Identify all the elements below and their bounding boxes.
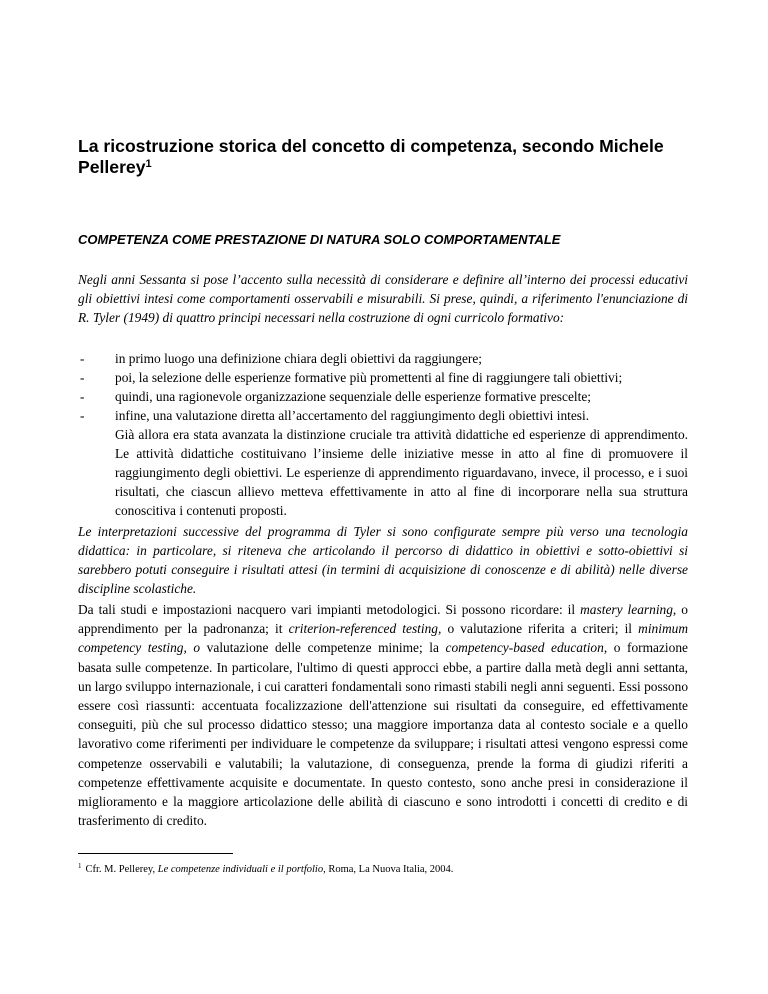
body-text: valutazione delle competenze minime; la [200,640,446,656]
document-title [78,136,678,178]
footnote-prefix: Cfr. M. Pellerey, [85,864,158,875]
footnote-divider [78,853,233,854]
list-item [78,387,688,406]
body-text: o valutazione riferita a criteri; il [441,621,639,637]
term-minimum-competency-testing: minimum competency testing, o [78,621,688,656]
footnote [78,863,688,877]
section-heading: COMPETENZA COME PRESTAZIONE DI NATURA SOLO COMPORTAMENTALE [78,232,561,247]
term-criterion-referenced-testing: criterion-referenced testing, [288,621,442,637]
list-dash: - [80,351,85,366]
footnote-work-title: Le competenze individuali e il portfolio [157,864,324,875]
list-item [78,368,688,387]
list-item-text: in primo luogo una definizione chiara degli obiettivi da raggiungere; [115,351,483,366]
list-item-text: poi, la selezione delle esperienze formative più promettenti al fine di raggiungere tali obiettivi; [115,370,623,385]
footnote-suffix: , Roma, La Nuova Italia, 2004. [323,864,454,875]
title-text: La ricostruzione storica del concetto di competenza, secondo Michele Pellerey [78,136,664,177]
list-item-text: quindi, una ragionevole organizzazione sequenziale delle esperienze formative prescelte; [115,389,592,404]
principles-list [78,349,688,425]
interpretation-paragraph: Le interpretazioni successive del programma di Tyler si sono configurate sempre più verso una tecnologia didattica: in particolare, si riteneva che articolando il percorso di didattico in obiettivi e sotto-obiettivi si sarebbero potuti conseguire i risultati attesi (in termini di acquisizione di conoscenze e di abilità) nelle diverse discipline scolastiche. [78,524,688,596]
list-dash: - [80,408,85,423]
list-item [78,406,688,425]
list-item-text: infine, una valutazione diretta all’accertamento del raggiungimento degli obiettivi intesi. [115,408,590,423]
term-competency-based-education: competency-based education, [445,640,608,656]
body-text: o apprendimento per la padronanza; it [78,602,688,637]
principles-note: Già allora era stata avanzata la distinzione cruciale tra attività didattiche ed esperienze di apprendimento. Le attività didattiche costituivano l’insieme delle iniziative messe in atto al fine di promuovere il raggiungimento degli obiettivi. Le esperienze di apprendimento riguardavano, invece, il processo, e i suoi risultati, che ciascun allievo metteva effettivamente in atto al fine di incorporare nella sua struttura conoscitiva i contenuti proposti. [115,427,688,518]
list-item [78,349,688,368]
footnote-number: 1 [78,862,82,870]
body-text: Da tali studi e impostazioni nacquero vari impianti metodologici. Si possono ricordare: il [78,602,581,617]
list-dash: - [80,389,85,404]
intro-paragraph: Negli anni Sessanta si pose l’accento sulla necessità di considerare e definire all’interno dei processi educativi gli obiettivi intesi come comportamenti osservabili e misurabili. Si prese, quindi, a riferimento l'enunciazione di R. Tyler (1949) di quattro principi necessari nella costruzione di ogni curricolo formativo: [78,272,688,325]
body-text: o formazione basata sulle competenze. In particolare, l'ultimo di questi approcci ebbe, a partire dalla metà degli anni settanta, un largo sviluppo internazionale, i cui caratteri fondamentali sono rimasti stabili negli anni seguenti. Essi possono essere così riassunti: accentuata focalizzazione dell'attenzione sui risultati da conseguire, ed effettivamente conseguiti, più che sul processo didattico stesso; una maggiore importanza data al contesto sociale e a quello lavorativo come riferimenti per individuare le competenze da sviluppare; i risultati attesi vengono espressi come competenze osservabili e valutabili; la valutazione, di conseguenza, prende la forma di giudizi riferiti a competenze effettivamente acquisite e documentate. In questo contesto, sono anche presi in considerazione il miglioramento e la maggiore articolazione delle abilità di ciascuno e sono introdotti i concetti di credito e di trasferimento di credito. [78,640,689,829]
list-dash: - [80,370,85,385]
title-footnote-ref[interactable]: 1 [145,158,152,170]
term-mastery-learning: mastery learning, [580,602,677,617]
methodology-paragraph [78,600,688,830]
